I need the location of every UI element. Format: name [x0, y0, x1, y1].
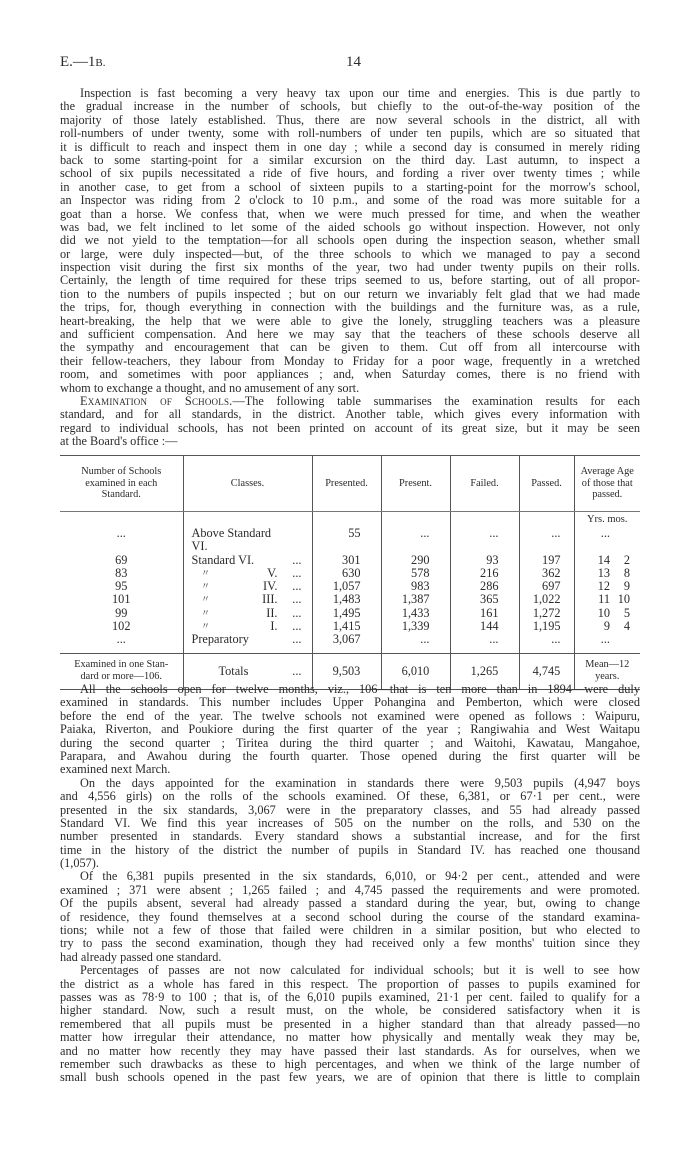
class-name: III.: [262, 592, 278, 607]
average-age: [574, 567, 640, 580]
table-row: [60, 607, 640, 620]
totals-schools-line: Examined in one Stan-: [74, 659, 169, 671]
table-row: [60, 554, 640, 567]
passed-value: ...: [519, 527, 574, 554]
text-line: Paiaka, Riverton, and Poukiore during the first quarter of the year ; Rangiwahia and West Waitapu: [60, 722, 640, 737]
class-name: II.: [266, 605, 278, 620]
class-name: I.: [270, 619, 278, 634]
text-line: inspection visit during the first six months of the year, two had under twenty pupils on their rolls.: [60, 260, 640, 275]
age-years: 14: [597, 552, 610, 567]
age-years: 13: [597, 565, 610, 580]
text-line: and no matter how recently they may have passed their last standards. As for ourselves, when we: [60, 1043, 640, 1058]
schools-count: 102: [112, 619, 131, 634]
document-reference-suffix: B.: [95, 57, 106, 69]
age-years: 10: [597, 605, 610, 620]
text-line: did we not yield to the temptation—for all schools open during the inspection season, whether small: [60, 233, 640, 248]
class-cell: [183, 527, 312, 554]
presented-value: 1,057: [312, 580, 381, 593]
failed-value: ...: [450, 527, 519, 554]
text-line: higher standard. Now, such a result must, on the whole, be considered satisfactory when it is: [60, 1003, 640, 1018]
text-line: and sufficient compensation. And here we may say that the teachers of these schools deserve all: [60, 327, 640, 342]
schools-count: 83: [115, 565, 128, 580]
class-label: [184, 580, 312, 593]
age-months: [610, 633, 630, 646]
presented-value: 1,483: [312, 593, 381, 606]
age-months: [610, 527, 630, 540]
text-line: roll-numbers of under twenty, some with roll-numbers of under ten pupils, which are so situated that: [60, 126, 640, 141]
table-row: [60, 593, 640, 606]
present-value: 983: [381, 580, 450, 593]
document-reference-main: E.—1: [60, 54, 96, 70]
schools-count: 95: [115, 579, 128, 594]
text-line: Of the 6,381 pupils presented in the six standards, 6,010, or 94·2 per cent., attended and were: [80, 869, 640, 884]
ditto-mark: 〃: [200, 594, 210, 605]
age-months: 2: [623, 552, 630, 567]
text-line: tions; while not a few of those that failed were children in a similar position, but who elected to: [60, 923, 640, 938]
text-line: heart-breaking, the help that we were able to give the lonely, struggling teachers was a pleasure: [60, 313, 640, 328]
present-value: 1,339: [381, 620, 450, 633]
class-cell: [183, 620, 312, 633]
text-line: All the schools open for twelve months, viz., 106—that is ten more than in 1894—were duly: [80, 682, 640, 696]
column-header-present: Present.: [381, 456, 450, 512]
leader-dots: [280, 527, 302, 554]
class-cell: [183, 607, 312, 620]
table-row: [60, 633, 640, 646]
table-row: [60, 580, 640, 593]
passed-value: ...: [519, 633, 574, 646]
text-line: majority of those lately established. Thus, there are now several schools in the district, all with: [60, 112, 640, 127]
average-age: [574, 527, 640, 554]
leader-dots: ...: [292, 579, 302, 594]
passed-value: 197: [519, 554, 574, 567]
class-label: [184, 620, 312, 633]
age-years: 11: [598, 592, 610, 607]
class-label: [184, 593, 312, 606]
age-months: 9: [623, 579, 630, 594]
totals-passed: 4,745: [519, 653, 574, 689]
age-months: 8: [623, 565, 630, 580]
age-value: [575, 620, 641, 633]
ditto-mark: 〃: [200, 581, 210, 592]
text-line: passes was as 78·9 to 100 ; that is, of the 6,010 pupils examined, 21·1 per cent. failed to qualify for a: [60, 989, 640, 1004]
present-value: ...: [381, 633, 450, 646]
table-header-row: [60, 456, 640, 512]
text-line: Standard VI. We find this year increases of 505 on the number on the rolls, and 530 on the: [60, 815, 640, 830]
text-line: the trips, for, though everything in connection with the buildings and the furniture was, as a rule,: [60, 300, 640, 315]
text-line: before the end of the year. The twelve schools not examined were opened as follows : Waipuru,: [60, 708, 640, 723]
column-header-presented: Presented.: [312, 456, 381, 512]
schools-count: 99: [115, 605, 128, 620]
leader-dots: ...: [292, 632, 302, 647]
average-age: [574, 633, 640, 646]
text-line: an Inspector was riding from 2 o'clock to 10 p.m., and some of the road was more suitable for a: [60, 193, 640, 208]
text-line: presented in the six standards, 3,067 were in the preparatory classes, and 55 had already passed: [60, 802, 640, 817]
failed-value: 365: [450, 593, 519, 606]
text-line: the sympathy and encouragement that can be given to them. Cut off from all intercourse with: [60, 340, 640, 355]
text-line: number presented in standards. Every standard shows a substantial increase, and for the first: [60, 829, 640, 844]
presented-value: 301: [312, 554, 381, 567]
totals-label-wrap: [184, 664, 312, 679]
text-line: back to some starting-point for a similar excursion on the third day. Last autumn, to inspect a: [60, 152, 640, 167]
class-name: V.: [267, 565, 278, 580]
text-line: remembered that all pupils must be presented in a higher standard than that already passed—no: [60, 1016, 640, 1031]
text-line: and 4,556 girls) on the rolls of the schools examined. Of these, 6,381, or 67·1 per cent., were: [60, 789, 640, 804]
leader-dots: ...: [292, 592, 302, 607]
class-name: IV.: [263, 579, 278, 594]
text-line: had already passed one standard.: [60, 949, 222, 964]
text-line: the gradual increase in the number of schools, but chiefly to the out-of-the-way position of the: [60, 99, 640, 114]
page-number: 14: [346, 54, 361, 70]
age-value: [575, 607, 641, 620]
text-line: of residence, they found themselves at a second school during the course of the standard examina-: [60, 909, 640, 924]
presented-value: 1,495: [312, 607, 381, 620]
failed-value: 93: [450, 554, 519, 567]
text-line: try to pass the second examination, though they had received only a few months' tuition since they: [60, 936, 640, 951]
examination-results-table: [60, 455, 640, 690]
age-months: 10: [617, 592, 630, 607]
age-unit-label: Yrs. mos.: [574, 512, 640, 528]
present-value: ...: [381, 527, 450, 554]
text-line: examined next March.: [60, 762, 171, 777]
text-line-content: —The following table summarises the examination results for each: [232, 393, 640, 408]
failed-value: 286: [450, 580, 519, 593]
document-reference: [60, 54, 106, 71]
schools-count: ...: [116, 632, 126, 647]
text-line: standard, and for all standards, in the district. Another table, which gives every information with: [60, 407, 640, 422]
text-line: goat than a horse. We confess that, when we were much pressed for time, and when the weather: [60, 206, 640, 221]
totals-presented: 9,503: [312, 653, 381, 689]
leader-dots: ...: [292, 619, 302, 634]
average-age: [574, 580, 640, 593]
totals-present: 6,010: [381, 653, 450, 689]
column-header-schools: Number of Schools examined in each Standard.: [60, 456, 183, 512]
text-line: in another case, to get from a school of sixteen pupils to a starting-point for the morrow's school,: [60, 179, 640, 194]
body-text-top: [60, 87, 640, 449]
ditto-mark: 〃: [200, 567, 210, 578]
class-label: [184, 633, 312, 646]
age-years: ...: [600, 632, 610, 647]
text-line: time in the history of the district the number of pupils in Standard IV. has reached one thousand: [60, 842, 640, 857]
table-row: [60, 567, 640, 580]
presented-value: 55: [312, 527, 381, 554]
age-value: [575, 554, 641, 567]
leader-dots: ...: [292, 605, 302, 620]
passed-value: 1,272: [519, 607, 574, 620]
age-months: 4: [623, 619, 630, 634]
presented-value: 1,415: [312, 620, 381, 633]
text-line: small bush schools opened in the past few years, we are of opinion that there is little to complain: [60, 1070, 640, 1085]
failed-value: 144: [450, 620, 519, 633]
text-line: examined in standards. This number includes Upper Pohangina and Pemberton, which were closed: [60, 695, 640, 710]
text-line: (1,057).: [60, 856, 99, 871]
section-heading: Examination of Schools.: [80, 393, 233, 408]
text-line: Inspection is fast becoming a very heavy tax upon our time and energies. This is due partly to: [80, 86, 640, 100]
column-header-failed: Failed.: [450, 456, 519, 512]
class-cell: [183, 554, 312, 567]
paragraph: [60, 870, 640, 964]
class-label: [184, 607, 312, 620]
average-age: [574, 620, 640, 633]
average-age: [574, 607, 640, 620]
paragraph: [60, 964, 640, 1085]
class-cell: [183, 580, 312, 593]
text-line: at the Board's office :—: [60, 434, 178, 449]
ditto-mark: 〃: [200, 621, 210, 632]
leader-dots: ...: [292, 663, 302, 678]
schools-count: 101: [112, 592, 131, 607]
class-cell: [183, 567, 312, 580]
column-header-classes: Classes.: [183, 456, 312, 512]
presented-value: 630: [312, 567, 381, 580]
paragraph: [60, 777, 640, 871]
present-value: 1,433: [381, 607, 450, 620]
leader-dots: ...: [292, 552, 302, 567]
text-line: during the second quarter ; Tiritea during the third quarter ; and Waitohi, Kawatau, Mangahoe,: [60, 735, 640, 750]
age-value: [575, 580, 641, 593]
text-line: room, and sometimes with poor appliances ; and, when Saturday comes, there is no friend with: [60, 367, 640, 382]
totals-schools-line: dard or more—106.: [80, 671, 162, 683]
text-line: it is difficult to reach and inspect them in one day ; while a second day is consumed in merely riding: [60, 139, 640, 154]
ditto-mark: 〃: [200, 607, 210, 618]
class-cell: [183, 633, 312, 646]
totals-failed: 1,265: [450, 653, 519, 689]
text-line: [60, 395, 640, 408]
totals-age-line: Mean—12: [585, 659, 630, 671]
paragraph: [60, 87, 640, 395]
totals-age-line: years.: [595, 671, 620, 683]
passed-value: 697: [519, 580, 574, 593]
text-line: regard to individual schools, has not been printed on account of its great size, but it may be seen: [60, 420, 640, 435]
age-value: [575, 527, 641, 540]
unit-row: [60, 512, 640, 528]
text-line: Percentages of passes are not now calculated for individual schools; but it is well to see how: [80, 963, 640, 978]
text-line: matter how irregular their attendance, no matter how physically and mentally weak they may be,: [60, 1030, 640, 1045]
average-age: [574, 554, 640, 567]
age-value: [575, 633, 641, 646]
text-line: their fellow-teachers, they labour from Monday to Friday for a poor wage, frequently in a wretched: [60, 353, 640, 368]
passed-value: 362: [519, 567, 574, 580]
column-header-passed: Passed.: [519, 456, 574, 512]
presented-value: 3,067: [312, 633, 381, 646]
text-line: was bad, we felt inclined to let some of the aided schools go without inspection. However, not only: [60, 219, 640, 234]
age-months: 5: [623, 605, 630, 620]
text-line: Certainly, the length of time required for these trips seemed to us, before starting, out of all propor-: [60, 273, 640, 288]
passed-value: 1,195: [519, 620, 574, 633]
text-line: or large, were duly inspected—but, of the three schools to which we managed to pay a second: [60, 246, 640, 261]
text-line: remember such drawbacks as these to high percentages, and when we think of the large number of: [60, 1056, 640, 1071]
text-line: Of the pupils absent, several had already passed a standard during the year, but, owing to change: [60, 896, 640, 911]
present-value: 290: [381, 554, 450, 567]
class-name: Preparatory: [191, 632, 249, 647]
passed-value: 1,022: [519, 593, 574, 606]
text-line: whom to exchange a thought, and no amusement of any sort.: [60, 380, 360, 395]
paragraph: [60, 395, 640, 449]
text-line: the district as a whole has fared in this respect. The proportion of passes to pupils examined for: [60, 976, 640, 991]
age-value: [575, 593, 641, 606]
totals-label: Totals: [218, 663, 249, 678]
leader-dots: ...: [292, 565, 302, 580]
class-name: Above Standard VI.: [191, 526, 272, 554]
text-line: school of six pupils necessitated a ride of five hours, and fording a river over twenty times ; while: [60, 166, 640, 181]
table-row: [60, 527, 640, 554]
age-years: 9: [603, 619, 610, 634]
failed-value: ...: [450, 633, 519, 646]
failed-value: 216: [450, 567, 519, 580]
class-label: [184, 554, 312, 567]
present-value: 578: [381, 567, 450, 580]
table-row: [60, 620, 640, 633]
schools-count: 69: [115, 552, 128, 567]
body-text-bottom: [60, 683, 640, 1085]
column-header-average-age: Average Age of those that passed.: [574, 456, 640, 512]
age-years: 12: [597, 579, 610, 594]
text-line: Parapara, and Awahou during the fourth quarter. Those opened during the first quarter will be: [60, 748, 640, 763]
text-line: tion to the numbers of pupils inspected ; but on our return we invariably felt glad that we had made: [60, 286, 640, 301]
present-value: 1,387: [381, 593, 450, 606]
class-label: [184, 527, 312, 554]
failed-value: 161: [450, 607, 519, 620]
age-years: ...: [600, 526, 610, 540]
text-line: On the days appointed for the examination in standards there were 9,503 pupils (4,947 boys: [80, 775, 640, 790]
text-line: examined ; 371 were absent ; 1,265 failed ; and 4,745 passed the requirements and were promoted.: [60, 882, 640, 897]
schools-count: ...: [116, 526, 126, 540]
paragraph: [60, 683, 640, 777]
class-label: [184, 567, 312, 580]
average-age: [574, 593, 640, 606]
class-name: Standard VI.: [191, 552, 255, 567]
class-cell: [183, 593, 312, 606]
age-value: [575, 567, 641, 580]
